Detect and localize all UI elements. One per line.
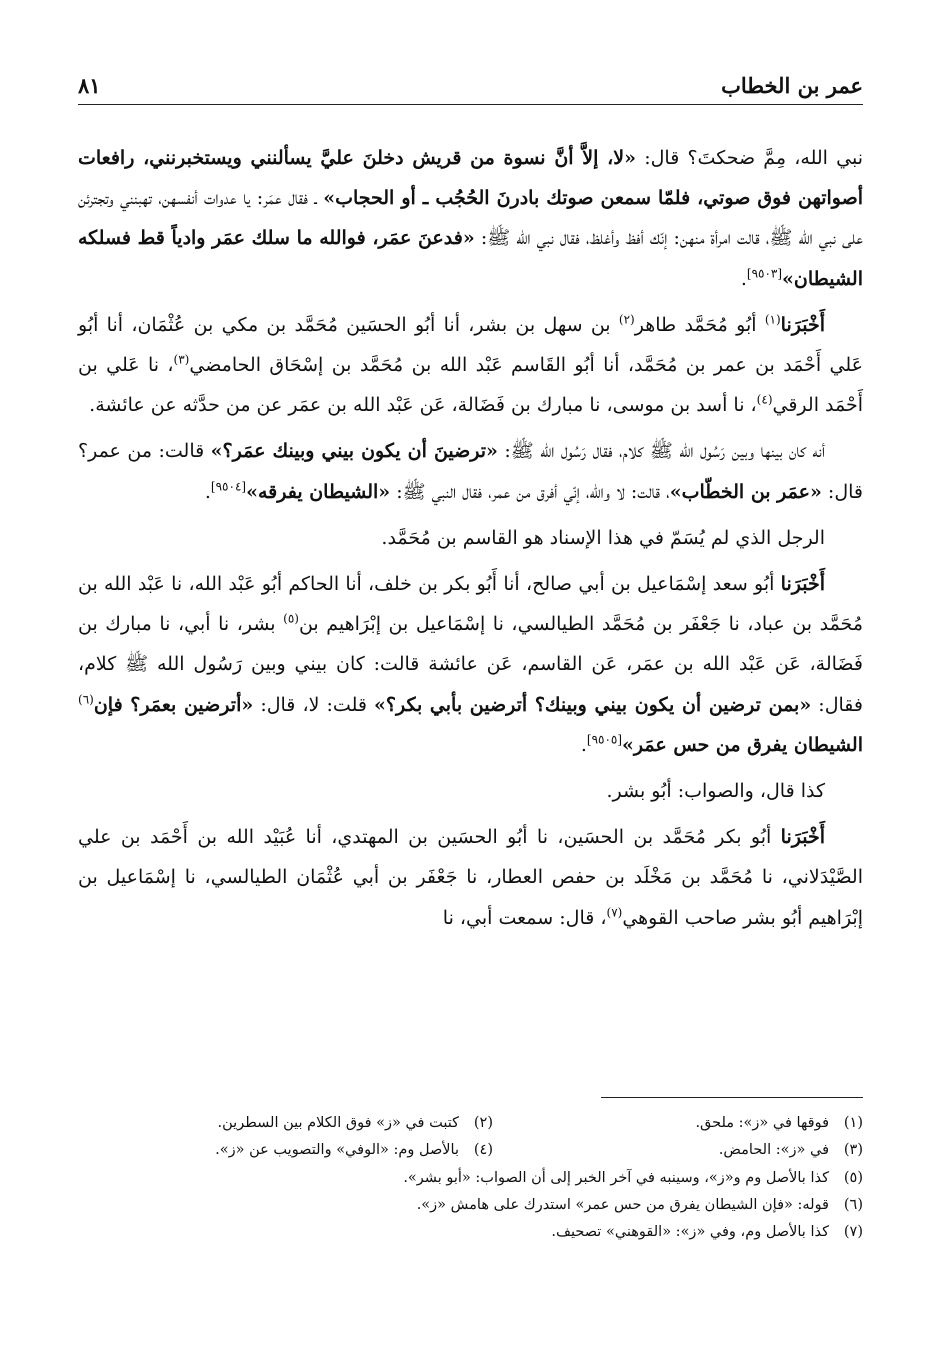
text-run: قلت: لا، قال:: [253, 693, 375, 716]
text-run: الرجل الذي لم يُسَمّ في هذا الإسناد هو القاسم بن مُحَمَّد.: [381, 526, 825, 549]
footnote-text: كذا بالأصل وم و«ز»، وسينبه في آخر الخبر إلى أن الصواب: «أبو بشر».: [403, 1169, 829, 1186]
bold-text: «لا، إلاَّ أنَّ نسوة من قريش دخلنَ عليَّ يسألنني ويستخبرنني، رافعات أصواتهن فوق صوتي، فلمّا سمعن صوتك بادرنَ الحُجُب ـ أو الحجاب»: [78, 147, 863, 210]
text-run: أبُو سعد إسْمَاعيل بن أبي صالح، أنا أَبُو بكر بن خلف، أنا الحاكم أبُو عَبْد الله، نا عَبْد الله بن مُحَمَّد بن عباد، نا جَعْفَر بن مُحَمَّد الطيالسي، نا إسْمَاعيل بن إبْرَاهيم بن: [78, 573, 863, 636]
bold-text: «ترضينَ أن يكون بيني وبينك عمَر؟»: [210, 440, 498, 463]
text-run: كذا قال، والصواب: أبُو بشر.: [606, 780, 825, 803]
footnote-number: (٣): [843, 1142, 863, 1159]
text-run: .: [740, 267, 747, 290]
reference-marker: (٢): [618, 312, 635, 327]
footnote-row: [78, 1219, 863, 1246]
footnote-text: كتبت في «ز» فوق الكلام بين السطرين.: [217, 1115, 459, 1131]
reference-marker: (٥): [283, 611, 299, 626]
bold-text: الشيطان يفرق من حس عمَر»: [622, 733, 863, 756]
paragraph: [78, 138, 863, 299]
text-run: بشر، نا أبي، نا مبارك بن فَضَالة، عَن عَبْد الله بن عمَر، عَن القاسم، عَن عائشة قالت: كان بيني وبين رَسُول الله ﷺ كلام، فقال:: [78, 613, 863, 716]
reference-marker: [٩٥٠٤]: [210, 479, 247, 494]
reference-marker: (٤): [756, 392, 773, 407]
bold-text: أَخْبَرَنا: [780, 313, 825, 336]
footnote-number: (٤): [473, 1142, 493, 1159]
running-header: [78, 62, 863, 98]
paragraph: [78, 817, 863, 938]
page-number: ٨١: [78, 73, 101, 98]
footnote-number: (٢): [473, 1115, 493, 1131]
text-run: .: [580, 733, 587, 756]
main-text: [78, 138, 863, 938]
footnote-text: كذا بالأصل وم، وفي «ز»: «القوهني» تصحيف.: [551, 1224, 829, 1241]
text-run: ، نا أسد بن موسى، نا مبارك بن فَضَالة، عَن عَبْد الله بن عمَر عن من حدَّثه عن عائشة.: [89, 394, 757, 417]
paragraph: [78, 771, 863, 811]
footnote-text: فوقها في «ز»: ملحق.: [695, 1115, 829, 1131]
footnote: [493, 1110, 863, 1137]
paragraph: [78, 518, 863, 558]
footnote-text: في «ز»: الحامض.: [718, 1142, 829, 1159]
footnotes: [78, 1110, 863, 1246]
footnote-text: قوله: «فإن الشيطان يفرق من حس عمر» استدرك على هامش «ز».: [416, 1196, 829, 1213]
paragraph: [78, 305, 863, 426]
bold-text: «عمَر بن الخطّاب»: [669, 480, 822, 503]
text-run: بن سهل بن بشر، أنا أبُو الحسَين مُحَمَّد بن مكي بن عُثْمَان، أنا أبُو عَلي أَحْمَد بن عمر بن مُحَمَّد، أنا أبُو القَاسم عَبْد الله بن مُحَمَّد بن إسْحَاق الحامضي: [78, 313, 864, 377]
footnote: [551, 1219, 863, 1246]
reference-marker: (٧): [606, 905, 623, 920]
bold-text: «أترضين بعمَر؟ فإن: [93, 693, 254, 716]
reference-marker: (٣): [173, 352, 190, 367]
text-run: نبي الله، مِمَّ ضحكتَ؟ قال:: [636, 147, 864, 169]
text-run: ، قال: سمعت أبي، نا: [442, 906, 607, 929]
text-run: أبُو بكر مُحَمَّد بن الحسَين، نا أبُو الحسَين بن المهتدي، أنا عُبَيْد الله بن أَحْمَد بن علي الصَّيْدَلاني، نا مُحَمَّد بن مَخْلَد بن حفص العطار، نا جَعْفَر بن أبي عُثْمَان الطيالسي، نا إسْمَاعيل بن إبْرَاهيم أبُو بشر صاحب القوهي: [78, 826, 863, 929]
bold-text: أَخْبَرَنا: [780, 826, 825, 849]
footnote: [493, 1137, 863, 1164]
bold-text: «بمن ترضين أن يكون بيني وبينك؟ أترضين بأبي بكر؟»: [374, 693, 812, 716]
paragraph: [78, 564, 863, 765]
footnote-number: (١): [843, 1115, 863, 1131]
paragraph: [78, 431, 863, 511]
reference-marker: (٦): [78, 692, 94, 707]
footnote-row: [78, 1165, 863, 1192]
header-title: عمر بن الخطاب: [721, 73, 863, 98]
footnote: [215, 1137, 493, 1164]
footnote: [218, 1110, 493, 1137]
reference-marker: [٩٥٠٥]: [586, 732, 623, 747]
footnote: [417, 1192, 863, 1219]
text-run: ، نا عَلي بن أَحْمَد الرقي: [78, 354, 863, 417]
footnote-row: [78, 1110, 863, 1137]
text-run: قالت: من عمر؟ قال:: [78, 440, 863, 503]
reference-marker: [٩٥٠٣]: [746, 266, 783, 281]
text-run: ـ فقال عمَر: يا عدوات أنفسهن، تهبنني وتجترئن على نبي الله ﷺ، قالت امرأة منهن: إنّك أفظ وأغلظ، فقال نبي الله ﷺ:: [78, 187, 863, 250]
footnote-divider: [601, 1097, 863, 1098]
bold-text: «فدعنَ عمَر، فوالله ما سلك عمَر وادياً قط فسلكه الشيطان»: [78, 227, 863, 290]
text-run: أبُو مُحَمَّد طاهر: [634, 313, 765, 336]
footnote: [403, 1165, 863, 1192]
header-divider: [78, 104, 863, 105]
footnote-number: (٧): [843, 1224, 863, 1241]
footnote-row: [78, 1137, 863, 1164]
footnote-row: [78, 1192, 863, 1219]
bold-text: أَخْبَرَنا: [780, 573, 825, 596]
text-run: أنه كان بينها وبين رَسُول الله ﷺ كلام، فقال رَسُول الله ﷺ:: [497, 440, 825, 463]
footnote-number: (٦): [843, 1196, 863, 1213]
footnote-text: بالأصل وم: «الوفي» والتصويب عن «ز».: [215, 1142, 459, 1159]
footnote-number: (٥): [843, 1169, 863, 1186]
text-run: ، قالت: لا والله، إنّي أفرق من عمر، فقال النبي ﷺ:: [390, 480, 670, 503]
text-run: .: [204, 480, 211, 503]
bold-text: «الشيطان يفرقه»: [246, 480, 391, 503]
reference-marker: (١): [764, 312, 781, 327]
